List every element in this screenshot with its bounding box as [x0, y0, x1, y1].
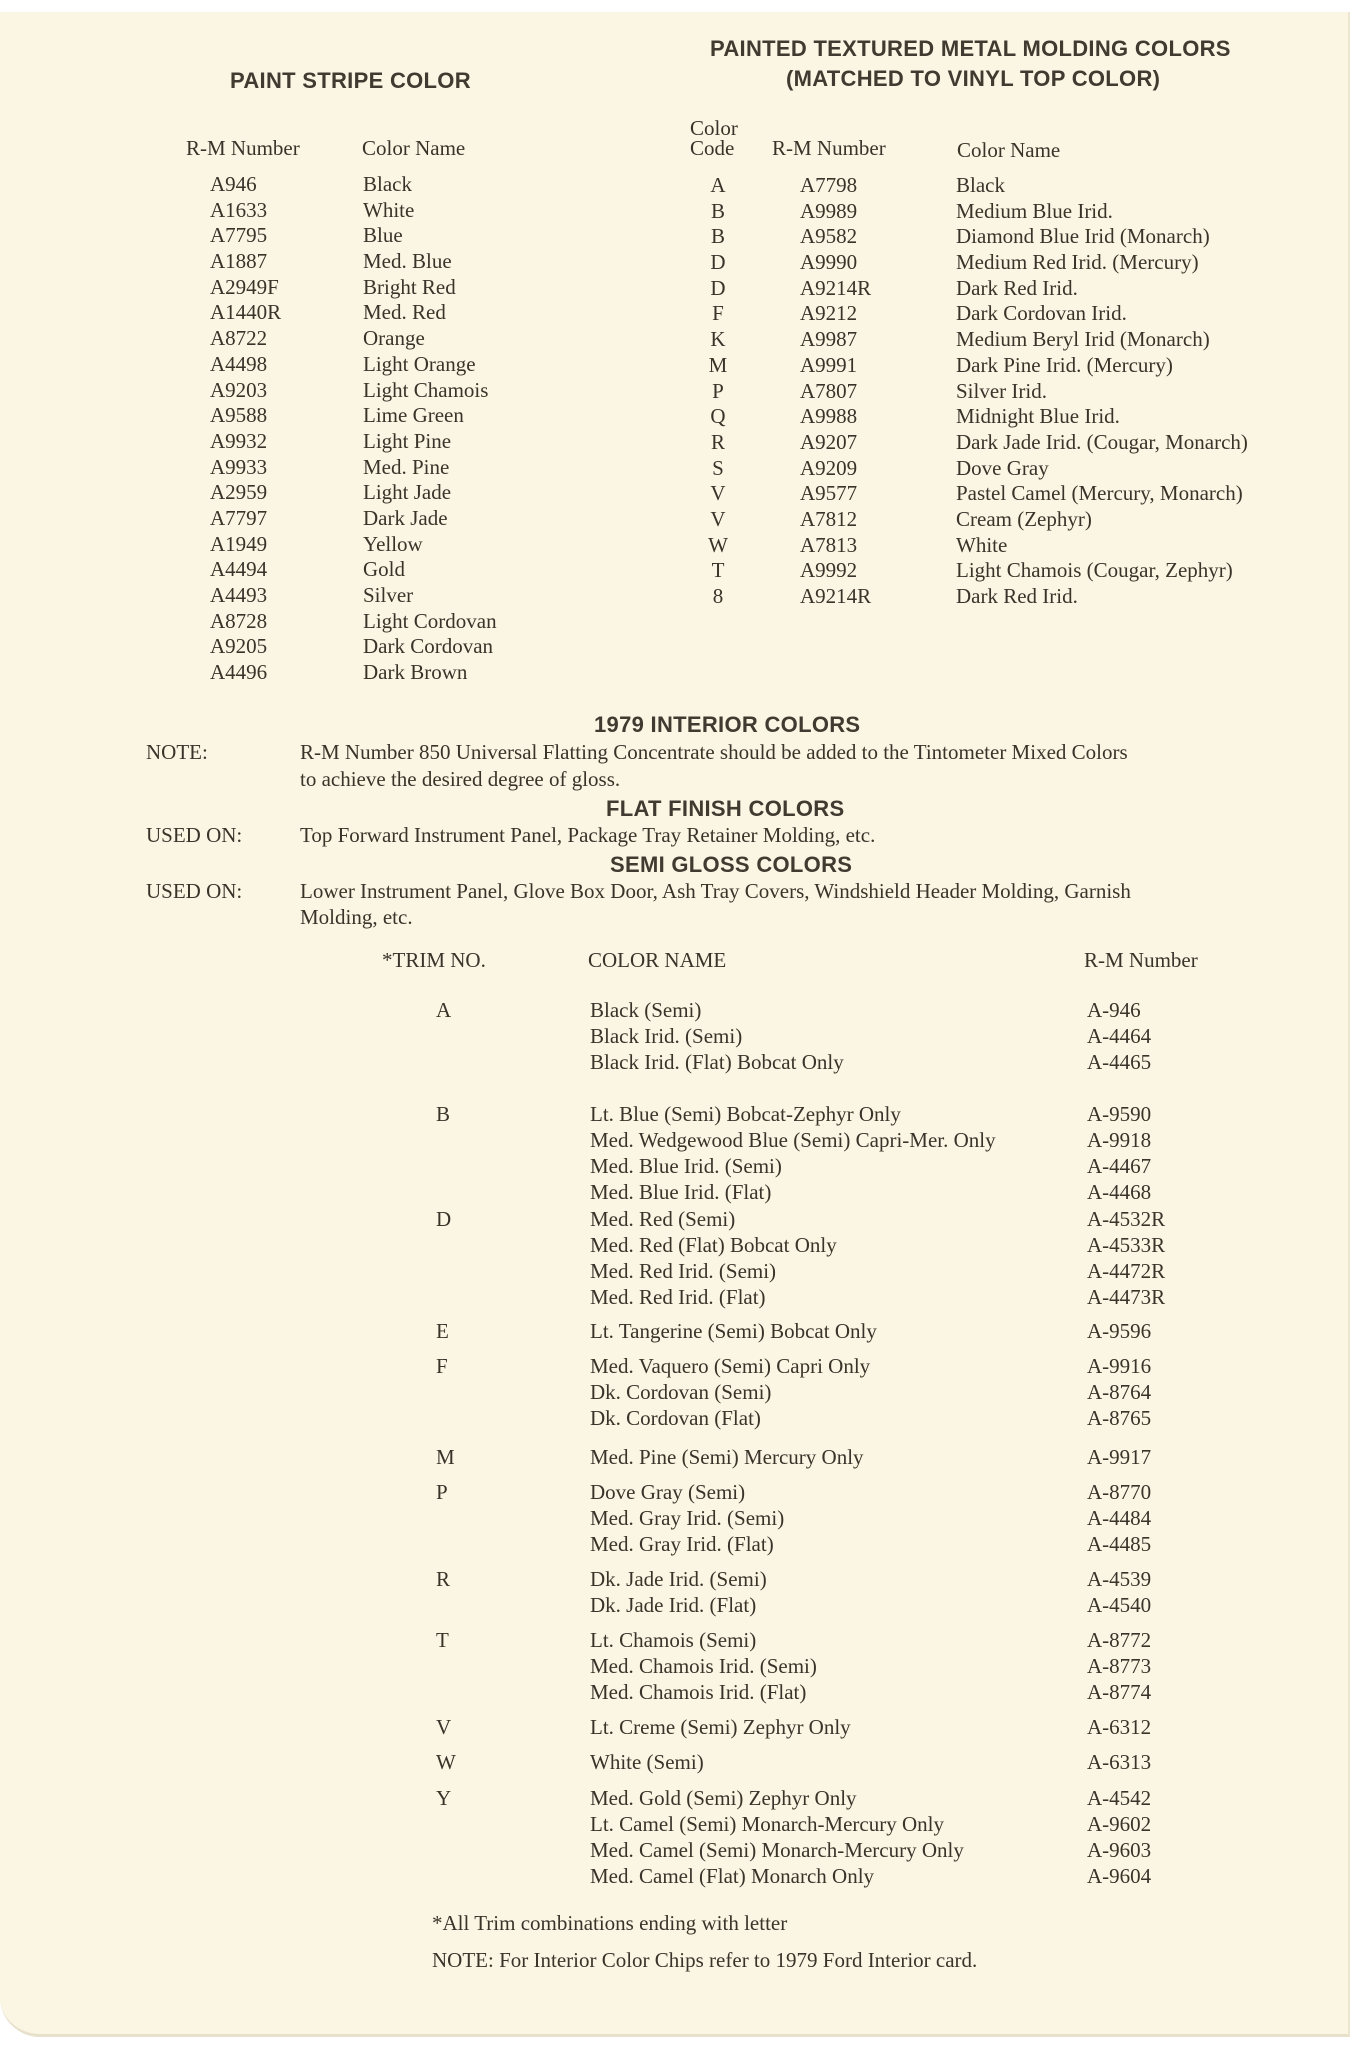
trim-rm-number: A-9603 [1087, 1838, 1152, 1862]
trim-rm-number: A-4542 [1087, 1786, 1152, 1810]
molding-rm-cell: A9582 [800, 224, 858, 249]
trim-rm-number: A-946 [1087, 998, 1141, 1022]
molding-rm-cell: A7812 [800, 506, 858, 531]
trim-rm-number: A-4468 [1087, 1180, 1152, 1204]
trim-color-name: Med. Gold (Semi) Zephyr Only [590, 1786, 857, 1810]
trim-code: Y [436, 1786, 452, 1810]
stripe-name-cell: Dark Cordovan [363, 634, 494, 659]
stripe-rm-list [210, 172, 281, 686]
trim-group-rm [1087, 997, 1151, 1075]
trim-color-name: Med. Chamois Irid. (Flat) [590, 1680, 807, 1704]
molding-code-cell: V [710, 506, 726, 531]
stripe-name-cell: Yellow [363, 531, 423, 556]
molding-name-cell: Dark Red Irid. [956, 584, 1078, 608]
trim-rm-number: A-6313 [1087, 1750, 1152, 1774]
molding-code-cell: B [710, 198, 725, 223]
molding-name-cell: Medium Blue Irid. [956, 198, 1113, 223]
stripe-name-cell: Light Jade [363, 480, 452, 505]
molding-rm-cell: A9577 [800, 481, 858, 506]
trim-rm-number: A-4540 [1087, 1593, 1152, 1617]
note-line1: R-M Number 850 Universal Flatting Concentrate should be added to the Tintometer Mixed Colors [300, 740, 1128, 764]
trim-rm-number: A-8773 [1087, 1654, 1152, 1678]
trim-color-name: Dove Gray (Semi) [590, 1480, 746, 1504]
stripe-rm-cell: A4496 [210, 660, 268, 685]
trim-group-rm [1087, 1785, 1151, 1889]
molding-name-cell: Pastel Camel (Mercury, Monarch) [956, 481, 1243, 506]
molding-code-cell: P [712, 378, 724, 403]
stripe-rm-cell: A8722 [210, 326, 268, 351]
molding-rm-cell: A9992 [800, 558, 858, 583]
stripe-name-list [363, 172, 497, 686]
molding-rm-cell: A9991 [800, 352, 858, 377]
trim-group-rm [1087, 1353, 1151, 1431]
stripe-name-cell: Silver [363, 583, 414, 607]
trim-rm-number: A-4484 [1087, 1506, 1152, 1530]
flat-finish-title: FLAT FINISH COLORS [606, 796, 845, 821]
stripe-name-cell: Light Pine [363, 428, 452, 453]
trim-code: W [436, 1750, 456, 1774]
trim-group-names [590, 1627, 817, 1705]
trim-color-name: Med. Red (Semi) [590, 1207, 736, 1231]
trim-rm-number: A-4533R [1087, 1233, 1166, 1257]
trim-group-rm [1087, 1566, 1151, 1618]
stripe-rm-cell: A2949F [210, 274, 279, 299]
molding-name-cell: Dark Red Irid. [956, 275, 1078, 300]
trim-footnote: *All Trim combinations ending with letter [432, 1911, 788, 1935]
trim-rm-number: A-8774 [1087, 1680, 1152, 1704]
trim-color-name: Black (Semi) [590, 998, 702, 1022]
molding-col-rm: R-M Number [772, 136, 886, 160]
trim-color-name: Med. Vaquero (Semi) Capri Only [590, 1354, 871, 1378]
molding-rm-cell: A9989 [800, 198, 858, 223]
trim-color-name: Med. Chamois Irid. (Semi) [590, 1654, 817, 1678]
trim-color-name: Med. Wedgewood Blue (Semi) Capri-Mer. Only [590, 1128, 996, 1152]
trim-rm-number: A-6312 [1087, 1715, 1152, 1739]
trim-group-names [590, 1444, 864, 1470]
trim-col-rm: R-M Number [1084, 948, 1198, 972]
molding-code-cell: R [710, 429, 725, 454]
trim-color-name: Med. Gray Irid. (Flat) [590, 1532, 774, 1556]
stripe-name-cell: Light Chamois [363, 377, 489, 402]
stripe-name-cell: Blue [363, 223, 403, 248]
trim-col-name: COLOR NAME [588, 948, 727, 972]
trim-rm-number: A-8765 [1087, 1406, 1152, 1430]
trim-code: D [436, 1207, 452, 1231]
molding-name-cell: Medium Red Irid. (Mercury) [956, 250, 1199, 275]
stripe-name-cell: Lime Green [363, 403, 464, 428]
trim-color-name: Black Irid. (Semi) [590, 1024, 743, 1048]
molding-title-line1: PAINTED TEXTURED METAL MOLDING COLORS [710, 36, 1231, 61]
molding-rm-cell: A7798 [800, 173, 858, 197]
stripe-name-cell: Med. Blue [363, 249, 452, 274]
trim-group-rm [1087, 1206, 1165, 1310]
molding-code-cell: A [710, 173, 726, 197]
molding-rm-cell: A9214R [800, 584, 872, 608]
note-line2: to achieve the desired degree of gloss. [300, 767, 621, 791]
trim-rm-number: A-8764 [1087, 1380, 1152, 1404]
trim-group-rm [1087, 1749, 1151, 1775]
trim-group-rm [1087, 1101, 1151, 1205]
stripe-rm-cell: A4494 [210, 557, 268, 582]
molding-name-cell: Black [956, 173, 1005, 197]
trim-color-name: Med. Red Irid. (Flat) [590, 1285, 766, 1309]
trim-rm-number: A-9602 [1087, 1812, 1152, 1836]
molding-code-cell: D [710, 275, 726, 300]
stripe-rm-cell: A2959 [210, 480, 268, 505]
molding-name-cell: Silver Irid. [956, 378, 1047, 403]
molding-rm-cell: A9214R [800, 275, 872, 300]
molding-rm-list [800, 173, 871, 610]
molding-rm-cell: A9988 [800, 404, 858, 429]
molding-rm-cell: A9987 [800, 327, 858, 352]
molding-code-cell: S [712, 455, 724, 480]
stripe-rm-cell: A1440R [210, 300, 282, 325]
trim-code: E [436, 1319, 449, 1343]
interior-title: 1979 INTERIOR COLORS [594, 712, 861, 737]
stripe-name-cell: Gold [363, 557, 405, 582]
trim-color-name: Med. Pine (Semi) Mercury Only [590, 1445, 864, 1469]
trim-code: T [436, 1628, 449, 1652]
molding-code-cell: M [708, 352, 728, 377]
molding-name-cell: Dark Pine Irid. (Mercury) [956, 352, 1173, 377]
molding-title-line2: (MATCHED TO VINYL TOP COLOR) [786, 66, 1161, 91]
trim-color-name: Black Irid. (Flat) Bobcat Only [590, 1050, 844, 1074]
semi-gloss-title: SEMI GLOSS COLORS [610, 852, 853, 877]
trim-rm-number: A-8770 [1087, 1480, 1152, 1504]
trim-group-rm [1087, 1627, 1151, 1705]
trim-color-name: Lt. Camel (Semi) Monarch-Mercury Only [590, 1812, 944, 1836]
trim-color-name: Med. Red Irid. (Semi) [590, 1259, 777, 1283]
molding-code-list [700, 173, 736, 610]
molding-name-list [956, 173, 1248, 610]
trim-color-name: Med. Camel (Semi) Monarch-Mercury Only [590, 1838, 964, 1862]
stripe-name-cell: Bright Red [363, 274, 456, 299]
molding-name-cell: Cream (Zephyr) [956, 506, 1092, 531]
trim-group-names [590, 1353, 870, 1431]
stripe-name-cell: Dark Brown [363, 660, 468, 685]
stripe-name-cell: Med. Pine [363, 454, 450, 479]
molding-rm-cell: A9990 [800, 250, 858, 275]
stripe-rm-cell: A8728 [210, 608, 268, 633]
flat-used-label: USED ON: [146, 823, 243, 847]
trim-color-name: White (Semi) [590, 1750, 704, 1774]
trim-group-names [590, 1714, 851, 1740]
trim-rm-number: A-9917 [1087, 1445, 1152, 1469]
stripe-rm-cell: A9932 [210, 428, 268, 453]
stripe-name-cell: Med. Red [363, 300, 446, 325]
trim-color-name: Med. Gray Irid. (Semi) [590, 1506, 785, 1530]
stripe-name-cell: Light Orange [363, 351, 476, 376]
molding-rm-cell: A9209 [800, 455, 858, 480]
molding-rm-cell: A7813 [800, 532, 858, 557]
stripe-name-cell: White [363, 197, 415, 222]
molding-code-cell: D [710, 250, 726, 275]
stripe-rm-cell: A7795 [210, 223, 268, 248]
trim-color-name: Lt. Tangerine (Semi) Bobcat Only [590, 1319, 877, 1343]
trim-group-names [590, 1785, 964, 1889]
stripe-rm-cell: A9588 [210, 403, 268, 428]
trim-group-rm [1087, 1714, 1151, 1740]
trim-code: F [436, 1354, 448, 1378]
trim-rm-number: A-8772 [1087, 1628, 1152, 1652]
molding-name-cell: Midnight Blue Irid. [956, 404, 1120, 429]
trim-color-name: Lt. Chamois (Semi) [590, 1628, 757, 1652]
molding-code-cell: W [708, 532, 728, 557]
molding-code-cell: 8 [712, 584, 724, 608]
trim-rm-number: A-4467 [1087, 1154, 1152, 1178]
molding-code-cell: T [711, 558, 725, 583]
semi-used-label: USED ON: [146, 879, 243, 903]
trim-rm-number: A-4532R [1087, 1207, 1166, 1231]
trim-group-rm [1087, 1479, 1151, 1557]
semi-used-line2: Molding, etc. [300, 905, 413, 929]
trim-rm-number: A-9590 [1087, 1102, 1152, 1126]
stripe-title: PAINT STRIPE COLOR [230, 68, 471, 93]
molding-name-cell: Dark Jade Irid. (Cougar, Monarch) [956, 429, 1248, 454]
trim-rm-number: A-4485 [1087, 1532, 1152, 1556]
stripe-rm-cell: A4493 [210, 583, 268, 607]
trim-rm-number: A-4473R [1087, 1285, 1166, 1309]
trim-code: P [436, 1480, 448, 1504]
stripe-rm-cell: A4498 [210, 351, 268, 376]
trim-color-name: Med. Camel (Flat) Monarch Only [590, 1864, 875, 1888]
trim-color-name: Med. Blue Irid. (Semi) [590, 1154, 782, 1178]
trim-group-rm [1087, 1318, 1151, 1344]
trim-rm-number: A-4472R [1087, 1259, 1166, 1283]
stripe-rm-cell: A1949 [210, 531, 268, 556]
trim-group-names [590, 1206, 837, 1310]
trim-group-names [590, 1101, 996, 1205]
molding-code-cell: V [710, 481, 726, 506]
stripe-col-rm: R-M Number [186, 136, 300, 160]
molding-name-cell: Diamond Blue Irid (Monarch) [956, 224, 1210, 249]
trim-group-names [590, 1749, 704, 1775]
stripe-rm-cell: A1633 [210, 197, 268, 222]
stripe-rm-cell: A9205 [210, 634, 268, 659]
trim-group-names [590, 1479, 784, 1557]
stripe-name-cell: Light Cordovan [363, 608, 497, 633]
molding-code-cell: K [710, 327, 726, 352]
trim-group-rm [1087, 1444, 1151, 1470]
trim-color-name: Dk. Cordovan (Flat) [590, 1406, 761, 1430]
trim-color-name: Lt. Blue (Semi) Bobcat-Zephyr Only [590, 1102, 901, 1126]
trim-color-name: Med. Red (Flat) Bobcat Only [590, 1233, 837, 1257]
trim-code: V [436, 1715, 452, 1739]
trim-code: A [436, 998, 452, 1022]
trim-color-name: Med. Blue Irid. (Flat) [590, 1180, 772, 1204]
trim-col-trim: *TRIM NO. [382, 948, 486, 972]
stripe-rm-cell: A1887 [210, 249, 268, 274]
stripe-name-cell: Dark Jade [363, 505, 448, 530]
trim-color-name: Dk. Cordovan (Semi) [590, 1380, 772, 1404]
trim-group-names [590, 1566, 767, 1618]
trim-rm-number: A-4464 [1087, 1024, 1152, 1048]
stripe-name-cell: Orange [363, 326, 425, 351]
molding-rm-cell: A7807 [800, 378, 858, 403]
trim-color-name: Dk. Jade Irid. (Semi) [590, 1567, 767, 1591]
trim-rm-number: A-9916 [1087, 1354, 1152, 1378]
stripe-name-cell: Black [363, 172, 412, 196]
flat-used-text: Top Forward Instrument Panel, Package Tray Retainer Molding, etc. [300, 823, 876, 847]
trim-group-names [590, 997, 844, 1075]
note-label: NOTE: [146, 740, 208, 764]
trim-code: B [436, 1102, 451, 1126]
molding-code-cell: Q [710, 404, 726, 429]
molding-rm-cell: A9207 [800, 429, 858, 454]
molding-col-code-1: Color [690, 116, 738, 140]
trim-rm-number: A-4465 [1087, 1050, 1152, 1074]
molding-name-cell: Light Chamois (Cougar, Zephyr) [956, 558, 1233, 583]
molding-code-cell: F [712, 301, 724, 326]
trim-code: R [436, 1567, 451, 1591]
trim-color-name: Dk. Jade Irid. (Flat) [590, 1593, 757, 1617]
stripe-rm-cell: A9203 [210, 377, 268, 402]
molding-code-cell: B [710, 224, 725, 249]
trim-code: M [436, 1445, 455, 1469]
trim-group-names [590, 1318, 877, 1344]
molding-col-name: Color Name [957, 138, 1061, 162]
trim-rm-number: A-9596 [1087, 1319, 1152, 1343]
trim-rm-number: A-4539 [1087, 1567, 1152, 1591]
stripe-col-name: Color Name [362, 136, 466, 160]
molding-name-cell: White [956, 532, 1008, 557]
molding-name-cell: Medium Beryl Irid (Monarch) [956, 327, 1210, 352]
molding-name-cell: Dove Gray [956, 455, 1049, 480]
trim-color-name: Lt. Creme (Semi) Zephyr Only [590, 1715, 851, 1739]
stripe-rm-cell: A9933 [210, 454, 268, 479]
semi-used-line1: Lower Instrument Panel, Glove Box Door, Ash Tray Covers, Windshield Header Molding, Garnish [300, 879, 1131, 903]
trim-rm-number: A-9918 [1087, 1128, 1152, 1152]
trim-rm-number: A-9604 [1087, 1864, 1152, 1888]
molding-col-code-2: Code [690, 136, 735, 160]
molding-rm-cell: A9212 [800, 301, 858, 326]
footer-note: NOTE: For Interior Color Chips refer to 1979 Ford Interior card. [432, 1948, 978, 1972]
stripe-rm-cell: A946 [210, 172, 257, 196]
molding-name-cell: Dark Cordovan Irid. [956, 301, 1127, 326]
stripe-rm-cell: A7797 [210, 505, 268, 530]
